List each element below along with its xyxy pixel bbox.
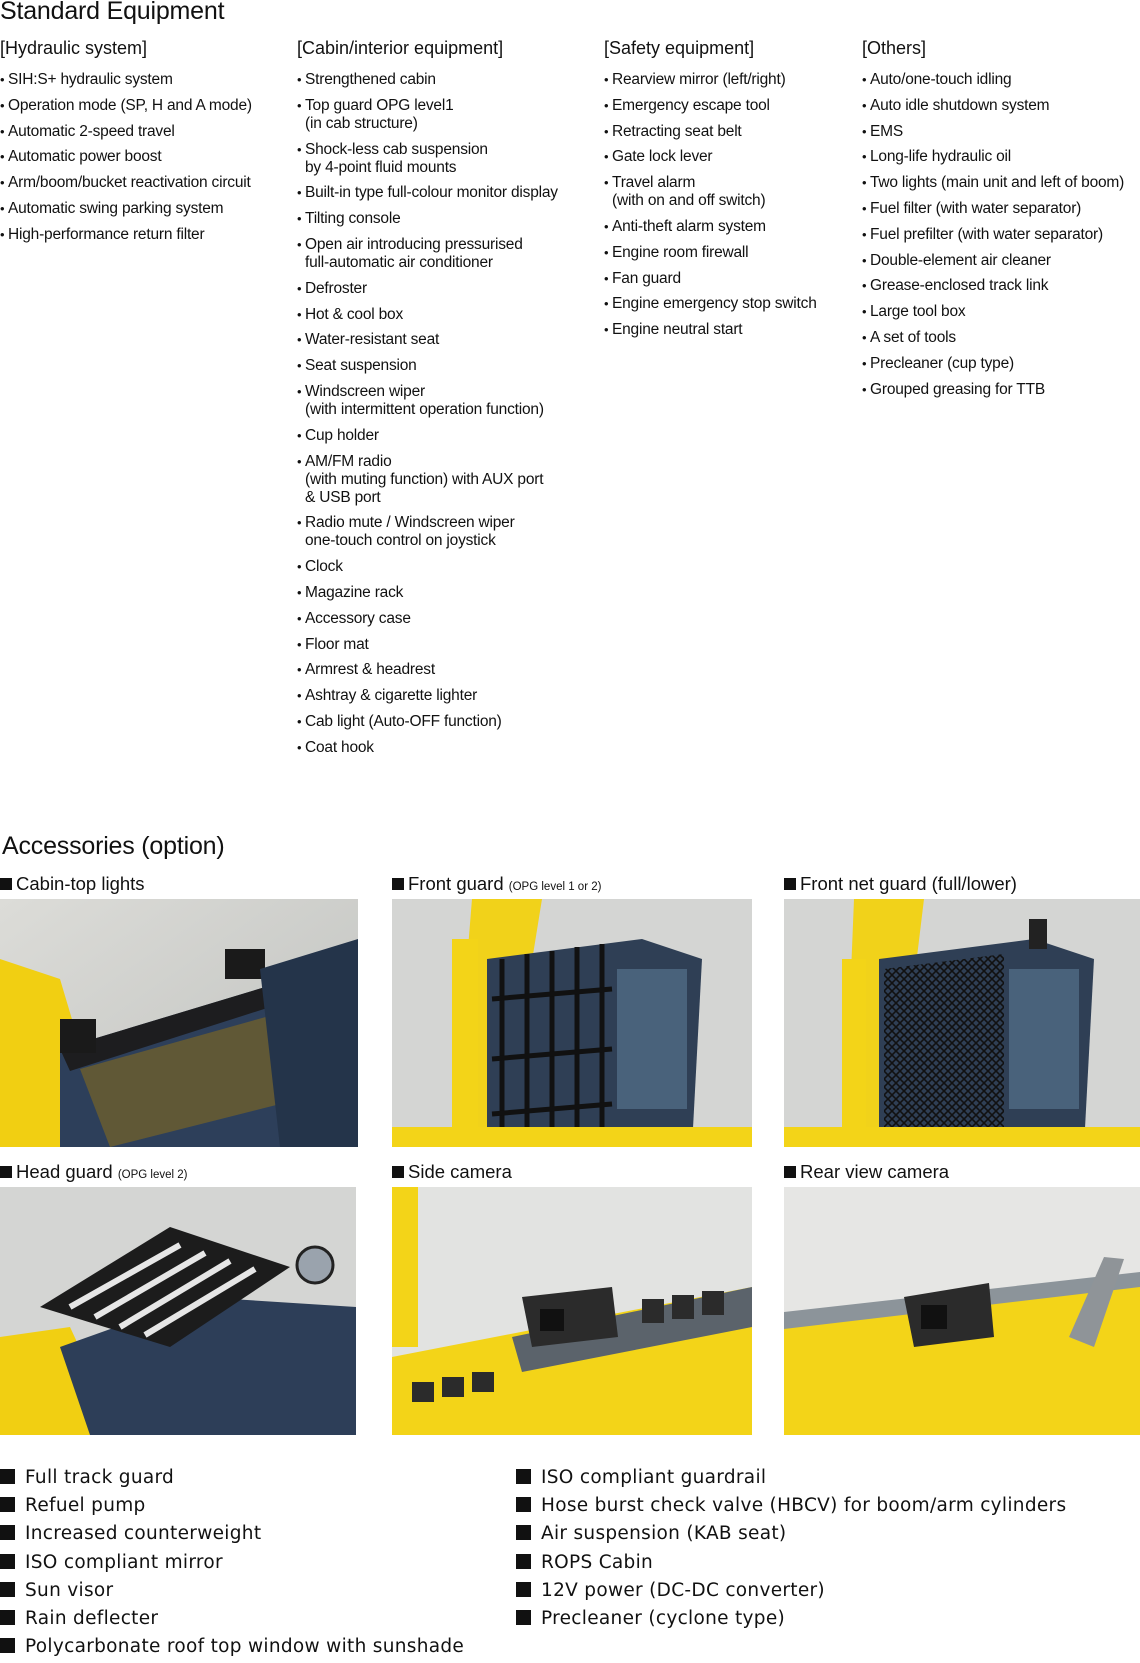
safety-equipment-list <box>604 71 859 339</box>
equipment-item: • Fan guard <box>604 270 859 288</box>
safety-equipment-heading: [Safety equipment] <box>604 38 755 58</box>
equipment-item: • AM/FM radio (with muting function) with AUX port & USB port <box>297 453 597 507</box>
cabin-interior-heading: [Cabin/interior equipment] <box>297 38 504 58</box>
accessory-front-net-guard <box>784 873 1140 1147</box>
option-item <box>516 1551 1066 1575</box>
equipment-item: • Fuel prefilter (with water separator) <box>862 226 1140 244</box>
option-label: Rain deflecter <box>25 1607 159 1629</box>
equipment-item: • Automatic swing parking system <box>0 200 290 218</box>
square-bullet-icon <box>0 1525 15 1540</box>
equipment-item: • Radio mute / Windscreen wiper one-touch control on joystick <box>297 514 597 550</box>
option-label: ISO compliant guardrail <box>541 1467 767 1488</box>
equipment-item: • Coat hook <box>297 739 597 757</box>
square-bullet-icon <box>516 1582 531 1597</box>
equipment-item: • Engine neutral start <box>604 321 859 339</box>
option-item <box>516 1466 1066 1490</box>
equipment-item: • Double-element air cleaner <box>862 252 1140 270</box>
square-bullet-icon <box>0 1166 12 1178</box>
option-item <box>0 1551 464 1575</box>
equipment-item: • EMS <box>862 123 1140 141</box>
options-left-list <box>0 1466 464 1659</box>
others-list <box>862 71 1140 399</box>
square-bullet-icon <box>784 1166 796 1178</box>
option-label: ROPS Cabin <box>541 1551 654 1573</box>
equipment-item: • Large tool box <box>862 303 1140 321</box>
head-guard-photo <box>0 1187 356 1435</box>
accessory-cabin-top-lights <box>0 873 358 1147</box>
equipment-item: • Built-in type full-colour monitor display <box>297 184 597 202</box>
equipment-item: • Windscreen wiper (with intermittent operation function) <box>297 383 597 419</box>
option-label: Polycarbonate roof top window with sunshade <box>25 1636 465 1658</box>
square-bullet-icon <box>0 1554 15 1569</box>
equipment-item: • Strengthened cabin <box>297 71 597 89</box>
option-item <box>516 1522 1066 1546</box>
option-label: Hose burst check valve (HBCV) for boom/arm cylinders <box>541 1495 1067 1517</box>
accessories-title: Accessories (option) <box>2 832 225 860</box>
front-guard-photo <box>392 899 752 1147</box>
accessory-label: Side camera <box>408 1161 512 1182</box>
square-bullet-icon <box>516 1610 531 1625</box>
equipment-item: • Grouped greasing for TTB <box>862 381 1140 399</box>
option-item <box>516 1607 1066 1631</box>
equipment-item: • Automatic 2-speed travel <box>0 123 290 141</box>
standard-equipment-title: Standard Equipment <box>0 0 225 25</box>
option-item <box>0 1579 464 1603</box>
square-bullet-icon <box>0 1469 15 1484</box>
accessory-head-guard <box>0 1161 356 1435</box>
square-bullet-icon <box>516 1525 531 1540</box>
equipment-item: • Long-life hydraulic oil <box>862 148 1140 166</box>
equipment-item: • Two lights (main unit and left of boom) <box>862 174 1140 192</box>
equipment-item: • Fuel filter (with water separator) <box>862 200 1140 218</box>
accessory-sublabel: (OPG level 1 or 2) <box>508 881 602 893</box>
equipment-item: • Magazine rack <box>297 584 597 602</box>
safety-equipment-column <box>604 38 859 347</box>
square-bullet-icon <box>784 878 796 890</box>
option-label: Increased counterweight <box>25 1523 262 1545</box>
cabin-top-lights-photo <box>0 899 358 1147</box>
options-right-column <box>516 1466 1066 1635</box>
square-bullet-icon <box>516 1497 531 1512</box>
square-bullet-icon <box>392 1166 404 1178</box>
equipment-item: • Emergency escape tool <box>604 97 859 115</box>
option-item <box>0 1494 464 1518</box>
equipment-item: • Engine room firewall <box>604 244 859 262</box>
accessory-side-camera <box>392 1161 752 1435</box>
equipment-item: • Anti-theft alarm system <box>604 218 859 236</box>
front-net-guard-photo <box>784 899 1140 1147</box>
others-heading: [Others] <box>862 38 927 58</box>
equipment-item: • Travel alarm (with on and off switch) <box>604 174 859 210</box>
option-item <box>0 1607 464 1631</box>
equipment-item: • Hot & cool box <box>297 306 597 324</box>
option-label: Full track guard <box>25 1467 175 1488</box>
option-item <box>516 1494 1066 1518</box>
square-bullet-icon <box>0 1582 15 1597</box>
equipment-item: • Ashtray & cigarette lighter <box>297 687 597 705</box>
equipment-item: • SIH:S+ hydraulic system <box>0 71 290 89</box>
hydraulic-system-heading: [Hydraulic system] <box>0 38 148 58</box>
accessory-front-guard <box>392 873 752 1147</box>
equipment-item: • Clock <box>297 558 597 576</box>
accessory-label: Cabin-top lights <box>16 873 145 894</box>
equipment-item: • Arm/boom/bucket reactivation circuit <box>0 174 290 192</box>
accessory-label: Rear view camera <box>800 1161 950 1182</box>
accessory-sublabel: (OPG level 2) <box>117 1169 188 1181</box>
option-item <box>0 1522 464 1546</box>
square-bullet-icon <box>0 1497 15 1512</box>
equipment-item: • High-performance return filter <box>0 226 290 244</box>
equipment-item: • Auto/one-touch idling <box>862 71 1140 89</box>
option-label: Refuel pump <box>25 1495 146 1517</box>
option-item <box>516 1579 1066 1603</box>
option-label: Sun visor <box>25 1579 114 1601</box>
hydraulic-system-list <box>0 71 290 244</box>
square-bullet-icon <box>0 1638 15 1653</box>
square-bullet-icon <box>392 878 404 890</box>
equipment-item: • Shock-less cab suspension by 4-point fluid mounts <box>297 141 597 177</box>
equipment-item: • Defroster <box>297 280 597 298</box>
equipment-item: • Auto idle shutdown system <box>862 97 1140 115</box>
equipment-item: • Retracting seat belt <box>604 123 859 141</box>
square-bullet-icon <box>0 878 12 890</box>
equipment-item: • Engine emergency stop switch <box>604 295 859 313</box>
rear-view-camera-photo <box>784 1187 1140 1435</box>
equipment-item: • Top guard OPG level1 (in cab structure) <box>297 97 597 133</box>
equipment-item: • Cab light (Auto-OFF function) <box>297 713 597 731</box>
side-camera-photo <box>392 1187 752 1435</box>
option-label: Air suspension (KAB seat) <box>541 1523 787 1545</box>
square-bullet-icon <box>0 1610 15 1625</box>
equipment-item: • Accessory case <box>297 610 597 628</box>
equipment-item: • Precleaner (cup type) <box>862 355 1140 373</box>
hydraulic-system-column <box>0 38 290 252</box>
square-bullet-icon <box>516 1554 531 1569</box>
accessory-label: Front net guard (full/lower) <box>800 873 1017 894</box>
equipment-item: • Armrest & headrest <box>297 661 597 679</box>
equipment-item: • Open air introducing pressurised full-automatic air conditioner <box>297 236 597 272</box>
option-label: ISO compliant mirror <box>25 1551 223 1573</box>
cabin-interior-column <box>297 38 597 765</box>
equipment-item: • Cup holder <box>297 427 597 445</box>
option-label: 12V power (DC-DC converter) <box>541 1579 825 1601</box>
option-label: Precleaner (cyclone type) <box>541 1607 786 1629</box>
equipment-item: • Tilting console <box>297 210 597 228</box>
others-column <box>862 38 1140 406</box>
equipment-item: • Grease-enclosed track link <box>862 277 1140 295</box>
options-right-list <box>516 1466 1066 1631</box>
equipment-item: • Rearview mirror (left/right) <box>604 71 859 89</box>
cabin-interior-list <box>297 71 597 757</box>
accessory-rear-view-camera <box>784 1161 1140 1435</box>
option-item <box>0 1635 464 1659</box>
equipment-item: • Seat suspension <box>297 357 597 375</box>
accessory-label: Head guard <box>16 1161 113 1182</box>
equipment-item: • Water-resistant seat <box>297 331 597 349</box>
options-left-column <box>0 1466 464 1663</box>
equipment-item: • Gate lock lever <box>604 148 859 166</box>
equipment-item: • A set of tools <box>862 329 1140 347</box>
option-item <box>0 1466 464 1490</box>
accessory-label: Front guard <box>408 873 504 894</box>
equipment-item: • Floor mat <box>297 636 597 654</box>
square-bullet-icon <box>516 1469 531 1484</box>
equipment-item: • Automatic power boost <box>0 148 290 166</box>
equipment-item: • Operation mode (SP, H and A mode) <box>0 97 290 115</box>
